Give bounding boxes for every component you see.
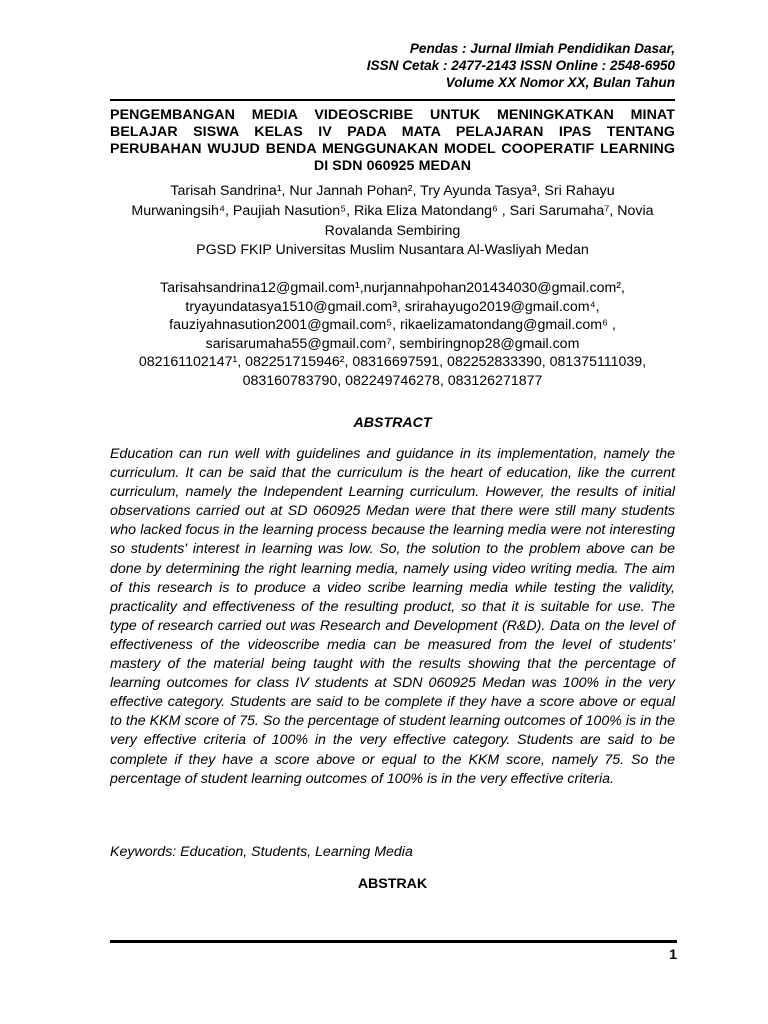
page-number: 1	[669, 947, 677, 963]
author-line: Murwaningsih⁴, Paujiah Nasution⁵, Rika Eliza Matondang⁶ , Sari Sarumaha⁷, Novia	[131, 203, 654, 219]
affiliation: PGSD FKIP Universitas Muslim Nusantara Al-Wasliyah Medan	[196, 242, 589, 258]
journal-issn: ISSN Cetak : 2477-2143 ISSN Online : 2548-6950	[366, 58, 675, 73]
abstrak-heading: ABSTRAK	[357, 876, 428, 892]
journal-header	[110, 40, 675, 91]
author-line: Tarisah Sandrina¹, Nur Jannah Pohan², Try Ayunda Tasya³, Sri Rahayu	[170, 183, 615, 199]
phone-line: 083160783790, 082249746278, 083126271877	[242, 372, 543, 389]
author-list	[110, 181, 675, 241]
header-divider	[110, 99, 675, 101]
phone-line: 082161102147¹, 082251715946², 08316697591, 082252833390, 081375111039,	[138, 354, 647, 370]
contact-block	[110, 279, 675, 390]
author-line: Rovalanda Sembiring	[324, 223, 461, 239]
email-line: fauziyahnasution2001@gmail.com⁵, rikaelizamatondang@gmail.com⁶ ,	[169, 317, 616, 333]
abstract-text: Education can run well with guidelines and guidance in its implementation, namely the curriculum. It can be said that the curriculum is the heart of education, like the current curriculum, namely the Independent Learning curriculum. However, the results of initial observations carried out at SD 060925 Medan were that there were still many students who lacked focus in the learning process because the learning media were not interesting so students' interest in learning was low. So, the solution to the problem above can be done by determining the right learning media, namely using video writing media. The aim of this research is to produce a video scribe learning media while testing the validity, practicality and effectiveness of the resulting product, so that it is suitable for use. The type of research carried out was Research and Development (R&D). Data on the level of effectiveness of the videoscribe media can be measured from the level of students' mastery of the material being taught with the results showing that the percentage of learning outcomes for class IV students at SDN 060925 Medan was 100% in the very effective category. Students are said to be complete if they have a score above or equal to the KKM score of 75. So the percentage of student learning outcomes of 100% is in the very effective criteria of 100% in the very effective category. Students are said to be complete if they have a score above or equal to the KKM score, namely 75. So the percentage of student learning outcomes of 100% is in the very effective criteria.	[110, 446, 675, 787]
paper-title: PENGEMBANGAN MEDIA VIDEOSCRIBE UNTUK MENINGKATKAN MINAT BELAJAR SISWA KELAS IV PADA MATA PELAJARAN IPAS TENTANG PERUBAHAN WUJUD BENDA MENGGUNAKAN MODEL COOPERATIF LEARNING DI SDN 060925 MEDAN	[110, 107, 675, 174]
email-line: tryayundatasya1510@gmail.com³, srirahayugo2019@gmail.com⁴,	[185, 298, 600, 315]
footer-divider	[110, 940, 677, 943]
keywords: Keywords: Education, Students, Learning Media	[110, 844, 413, 860]
email-line: sarisarumaha55@gmail.com⁷, sembiringnop28@gmail.com	[205, 335, 580, 352]
abstract-heading: ABSTRACT	[353, 415, 432, 431]
journal-name: Pendas : Jurnal Ilmiah Pendidikan Dasar,	[409, 41, 675, 56]
journal-volume: Volume XX Nomor XX, Bulan Tahun	[445, 75, 675, 90]
email-line: Tarisahsandrina12@gmail.com¹,nurjannahpohan201434030@gmail.com²,	[160, 280, 625, 296]
